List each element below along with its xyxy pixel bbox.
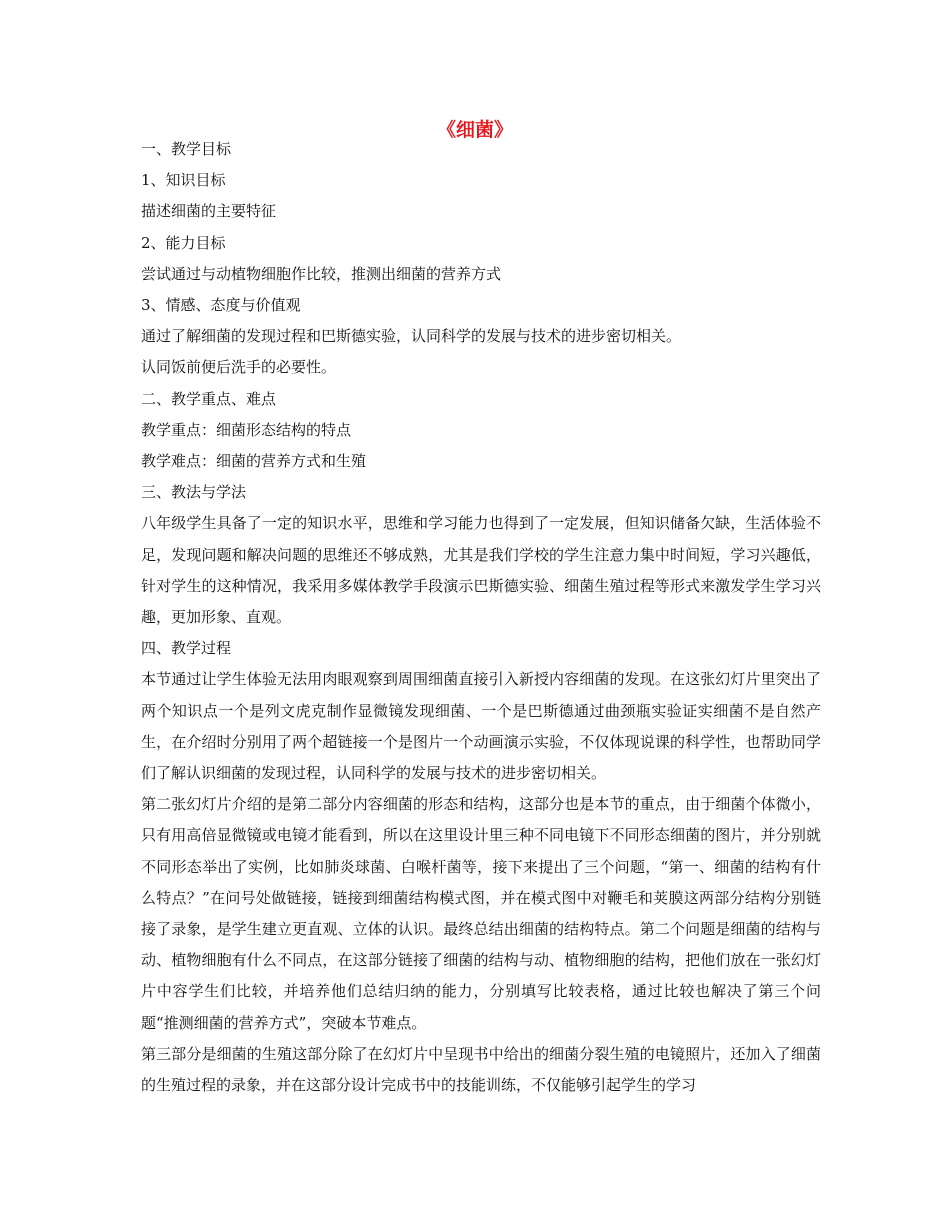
section-heading-key-points: 二、教学重点、难点 <box>141 389 277 408</box>
subheading-ability-goal: 2、能力目标 <box>141 233 226 252</box>
key-point-text: 教学重点：细菌形态结构的特点 <box>141 420 352 439</box>
ability-goal-text: 尝试通过与动植物细胞作比较，推测出细菌的营养方式 <box>141 264 502 283</box>
attitude-goal-text-1: 通过了解细菌的发现过程和巴斯德实验，认同科学的发展与技术的进步密切相关。 <box>141 327 682 346</box>
process-paragraph-2: 第二张幻灯片介绍的是第二部分内容细菌的形态和结构，这部分也是本节的重点，由于细菌个体微小，只有用高倍显微镜或电镜才能看到，所以在这里设计里三种不同电镜下不同形态细菌的图片，并分别就不同形态举出了实例，比如肺炎球菌、白喉杆菌等，接下来提出了三个问题，“第一、细菌的结构有什么特点？”在问号处做链接，链接到细菌结构模式图，并在模式图中对鞭毛和荚膜这两部分结构分别链接了录象，是学生建立更直观、立体的认识。最终总结出细菌的结构特点。第二个问题是细菌的结构与动、植物细胞有什么不同点，在这部分链接了细菌的结构与动、植物细胞的结构，把他们放在一张幻灯片中容学生们比较，并培养他们总结归纳的能力，分别填写比较表格，通过比较也解决了第三个问题“推测细菌的营养方式”，突破本节难点。 <box>141 795 821 1032</box>
attitude-goal-text-2: 认同饭前便后洗手的必要性。 <box>141 358 337 377</box>
subheading-knowledge-goal: 1、知识目标 <box>141 171 226 190</box>
document-title: 《细菌》 <box>436 119 513 141</box>
section-heading-methods: 三、教法与学法 <box>141 483 247 502</box>
subheading-attitude-goal: 3、情感、态度与价值观 <box>141 296 301 315</box>
section-heading-process: 四、教学过程 <box>141 639 232 658</box>
difficult-point-text: 教学难点：细菌的营养方式和生殖 <box>141 452 367 471</box>
process-paragraph-1: 本节通过让学生体验无法用肉眼观察到周围细菌直接引入新授内容细菌的发现。在这张幻灯片里突出了两个知识点一个是列文虎克制作显微镜发现细菌、一个是巴斯德通过曲颈瓶实验证实细菌不是自然产生，在介绍时分别用了两个超链接一个是图片一个动画演示实验，不仅体现说课的科学性，也帮助同学们了解认识细菌的发现过程，认同科学的发展与技术的进步密切相关。 <box>141 670 821 783</box>
methods-paragraph: 八年级学生具备了一定的知识水平，思维和学习能力也得到了一定发展，但知识储备欠缺，生活体验不足，发现问题和解决问题的思维还不够成熟，尤其是我们学校的学生注意力集中时间短，学习兴趣低，针对学生的这种情况，我采用多媒体教学手段演示巴斯德实验、细菌生殖过程等形式来激发学生学习兴趣，更加形象、直观。 <box>141 514 821 627</box>
process-paragraph-3: 第三部分是细菌的生殖这部分除了在幻灯片中呈现书中给出的细菌分裂生殖的电镜照片，还加入了细菌的生殖过程的录象，并在这部分设计完成书中的技能训练，不仅能够引起学生的学习 <box>141 1044 821 1095</box>
knowledge-goal-text: 描述细菌的主要特征 <box>141 202 277 221</box>
document-body <box>141 134 821 1101</box>
section-heading-objectives: 一、教学目标 <box>141 140 232 158</box>
